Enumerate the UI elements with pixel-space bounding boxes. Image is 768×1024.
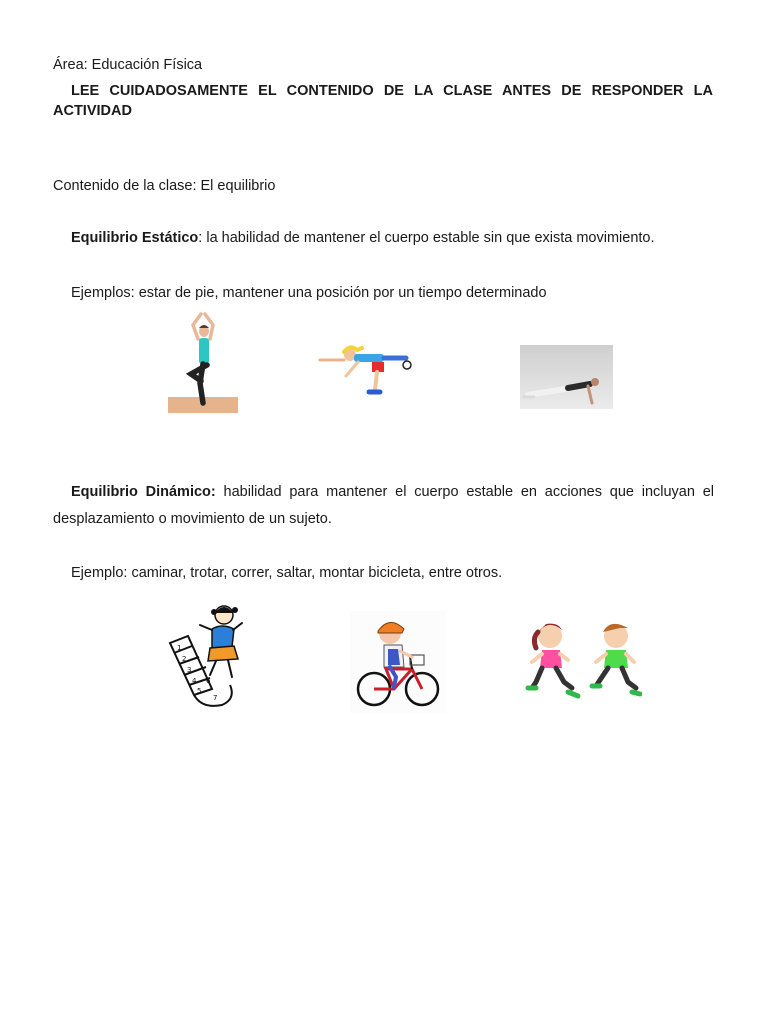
area-line: Área: Educación Física <box>53 57 203 73</box>
hopscotch-number: 4 <box>192 677 197 685</box>
hopscotch-number: 5 <box>197 687 202 695</box>
instruction-heading: LEE CUIDADOSAMENTE EL CONTENIDO DE LA CLASE ANTES DE RESPONDER LA ACTIVIDAD <box>53 83 713 119</box>
bicycle-rider-image <box>350 611 446 713</box>
plank-pose-image <box>520 345 613 409</box>
standing-scale-pose-image <box>318 338 412 402</box>
hopscotch-number: 3 <box>187 666 192 674</box>
tree-pose-image <box>168 311 238 413</box>
static-balance-term: Equilibrio Estático <box>71 230 199 246</box>
running-kids-image <box>524 616 642 704</box>
dynamic-balance-definition: habilidad para mantener el cuerpo estable en acciones que incluyan el desplazamiento o movimiento de un sujeto. <box>53 484 714 527</box>
static-examples-line: Ejemplos: estar de pie, mantener una posición por un tiempo determinado <box>71 285 547 301</box>
topic-line: Contenido de la clase: El equilibrio <box>53 178 276 194</box>
hopscotch-number: 1 <box>177 644 182 652</box>
static-balance-definition: : la habilidad de mantener el cuerpo estable sin que exista movimiento. <box>198 230 655 246</box>
hopscotch-number: 7 <box>213 694 218 702</box>
hopscotch-number: 6 <box>206 677 211 685</box>
static-balance-paragraph <box>53 225 714 252</box>
hopscotch-girl-image <box>166 603 246 709</box>
dynamic-examples-line: Ejemplo: caminar, trotar, correr, saltar, montar bicicleta, entre otros. <box>71 565 503 581</box>
dynamic-balance-paragraph <box>53 479 714 533</box>
hopscotch-number: 2 <box>182 655 187 663</box>
dynamic-balance-term: Equilibrio Dinámico: <box>71 484 216 500</box>
